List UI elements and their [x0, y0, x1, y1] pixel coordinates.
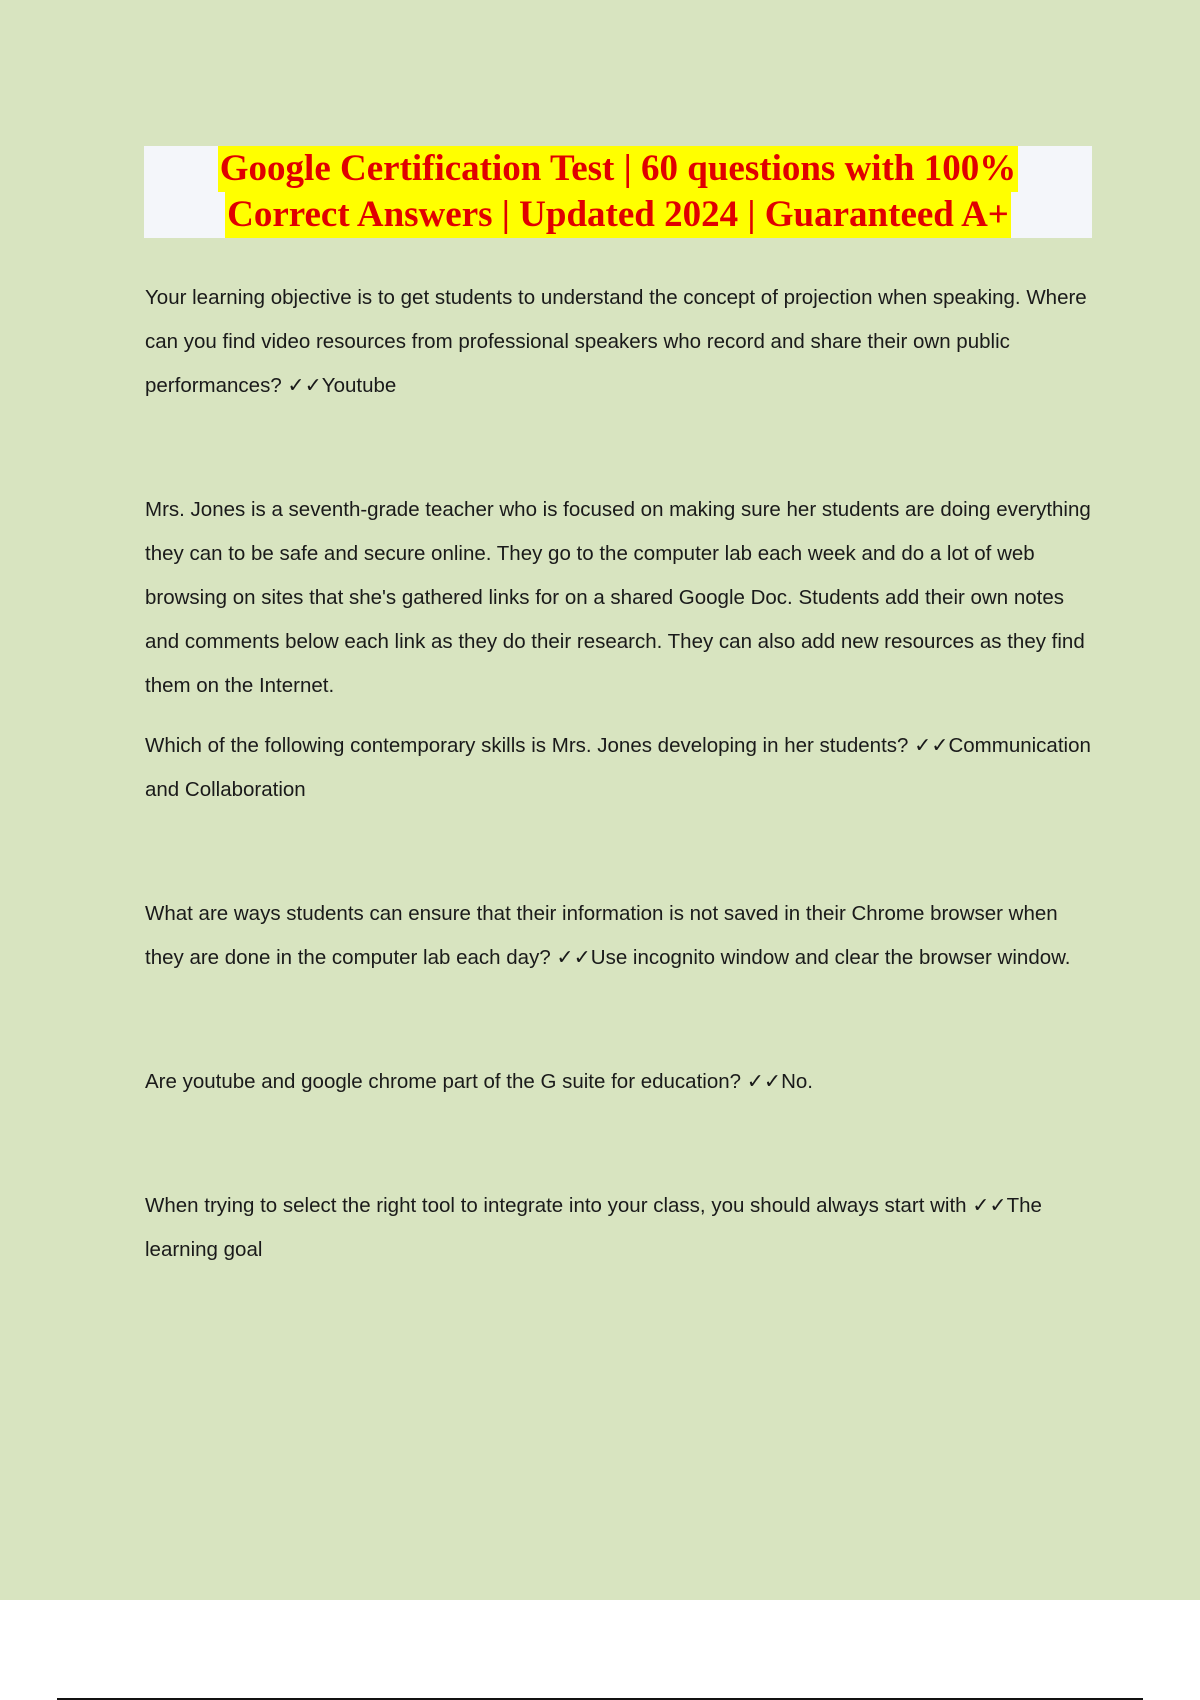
question-block [145, 1184, 1095, 1272]
question-text: Mrs. Jones is a seventh-grade teacher who is focused on making sure her students are doing everything they can to be safe and secure online. They go to the computer lab each week and do a lot of web browsing on sites that she's gathered links for on a shared Google Doc. Students add their own notes and comments below each link as they do their research. They can also add new resources as they find them on the Internet. [145, 498, 1091, 697]
question-block [145, 276, 1095, 408]
question-text: Which of the following contemporary skills is Mrs. Jones developing in her students? ✓✓Communication and Collaboration [145, 734, 1091, 801]
question-block [145, 1060, 1095, 1104]
question-block [145, 488, 1095, 708]
document-body [145, 276, 1095, 1272]
question-block [145, 724, 1095, 812]
question-text: What are ways students can ensure that their information is not saved in their Chrome browser when they are done in the computer lab each day? ✓✓Use incognito window and clear the browser window. [145, 902, 1071, 969]
question-text: When trying to select the right tool to integrate into your class, you should always start with ✓✓The learning goal [145, 1194, 1042, 1261]
question-text: Your learning objective is to get students to understand the concept of projection when speaking. Where can you find video resources from professional speakers who record and share their own public performances? ✓✓Youtube [145, 286, 1087, 397]
document-title [144, 146, 1092, 238]
title-line-1: Google Certification Test | 60 questions with 100% [218, 146, 1018, 192]
question-text: Are youtube and google chrome part of the G suite for education? ✓✓No. [145, 1070, 813, 1093]
question-block [145, 892, 1095, 980]
title-line-2: Correct Answers | Updated 2024 | Guaranteed A+ [225, 192, 1011, 238]
